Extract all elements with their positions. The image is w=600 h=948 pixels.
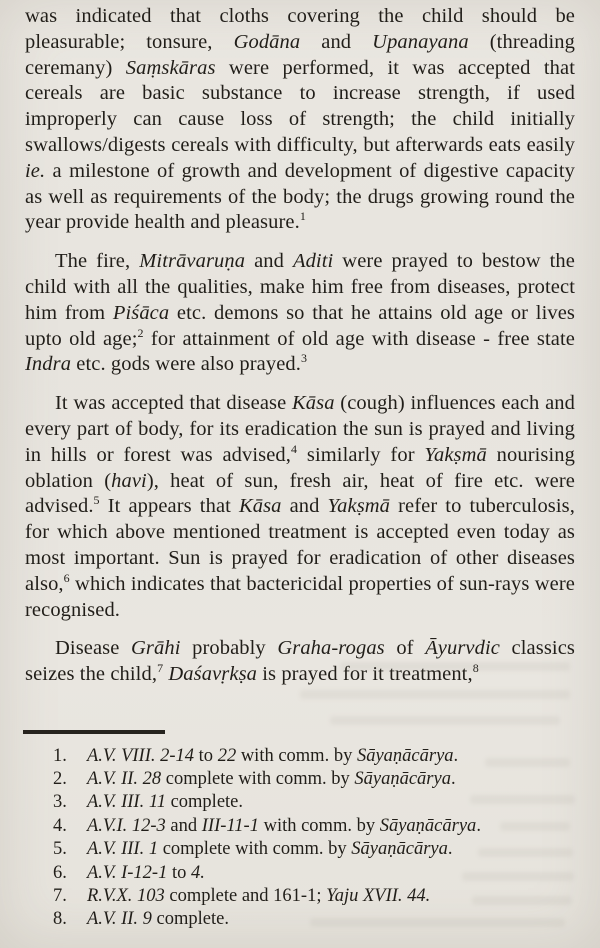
- body-paragraph-3: It was accepted that disease Kāsa (cough) influences each and every part of body, for its eradication the sun is prayed and living in hills or forest was advised,$^4$ similarly for Yakṣmā nourising oblation (havi), heat of sun, fresh air, heat of fire etc. were advised.$^5$ It appears that Kāsa and Yakṣmā refer to tuberculosis, for which above mentioned treatment is accepted even today as most important. Sun is prayed for eradication of other diseases also,$^6$ which indicates that bactericidal properties of sun-rays were recognised.: [25, 392, 575, 621]
- footnote-text: A.V. II. 9 complete.: [87, 909, 229, 930]
- footnote-text: A.V. VIII. 2-14 to 22 with comm. by Sāyaṇācārya.: [87, 745, 459, 766]
- footnote-number: 3.: [53, 792, 67, 813]
- footnote-item-3: [25, 791, 575, 814]
- body-paragraph-4: Disease Grāhi probably Graha-rogas of Āyurvdic classics seizes the child,$^7$ Daśavṛkṣa is prayed for it treatment,$^8$: [25, 637, 575, 686]
- footnote-text: A.V.I. 12-3 and III-11-1 with comm. by Sāyaṇācārya.: [87, 815, 481, 836]
- footnote-number: 1.: [53, 745, 67, 766]
- body-text-block: [25, 4, 575, 726]
- footnote-item-4: [25, 815, 575, 838]
- footnote-text: A.V. II. 28 complete with comm. by Sāyaṇācārya.: [87, 768, 456, 789]
- body-paragraph-2: The fire, Mitrāvaruṇa and Aditi were prayed to bestow the child with all the qualities, make him free from diseases, protect him from Piśāca etc. demons so that he attains old age or lives upto old age;$^2$ for attainment of old age with disease - free state Indra etc. gods were also prayed.$^3$: [25, 250, 575, 376]
- footnote-item-2: [25, 768, 575, 791]
- footnote-item-8: [25, 908, 575, 931]
- body-paragraph-1: was indicated that cloths covering the child should be pleasurable; tonsure, Godāna and Upanayana (threading ceremany) Saṃskāras were performed, it was accepted that cereals are basic substance to increase strength, if used improperly can cause loss of strength; the child initially swallows/digests cereals with difficulty, but afterwards eats easily ie. a milestone of growth and development of digestive capacity as well as requirements of the body; the drugs growing round the year provide health and pleasure.$^1$: [25, 5, 575, 234]
- footnotes-section: [25, 730, 575, 932]
- footnote-text: R.V.X. 103 complete and 161-1; Yaju XVII. 44.: [87, 885, 431, 906]
- footnote-item-6: [25, 862, 575, 885]
- footnote-number: 8.: [53, 909, 67, 930]
- footnote-divider: [23, 730, 165, 734]
- footnote-number: 6.: [53, 862, 67, 883]
- footnote-number: 7.: [53, 885, 67, 906]
- footnote-item-5: [25, 838, 575, 861]
- footnote-number: 5.: [53, 839, 67, 860]
- footnote-text: A.V. I-12-1 to 4.: [87, 862, 205, 883]
- footnote-number: 2.: [53, 768, 67, 789]
- footnote-item-7: [25, 885, 575, 908]
- footnote-text: A.V. III. 1 complete with comm. by Sāyaṇācārya.: [87, 839, 453, 860]
- footnote-item-1: [25, 745, 575, 768]
- footnote-number: 4.: [53, 815, 67, 836]
- footnote-text: A.V. III. 11 complete.: [87, 792, 244, 813]
